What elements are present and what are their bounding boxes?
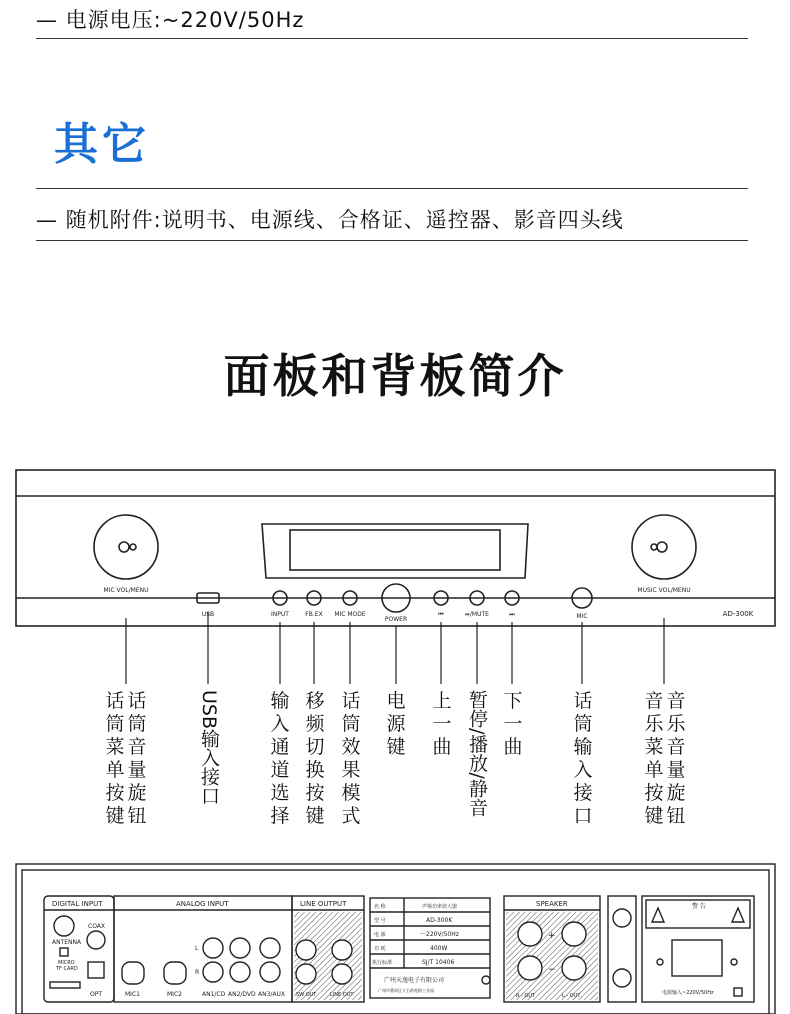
mic1-jack xyxy=(122,962,144,984)
cert-icon xyxy=(613,909,631,927)
speaker-l-plus xyxy=(562,922,586,946)
mic2-label: MIC2 xyxy=(167,991,182,998)
ground-screw xyxy=(482,976,490,984)
tfcard-label: TF CARD xyxy=(56,966,78,972)
speaker-l-minus xyxy=(562,956,586,980)
coax-jack xyxy=(87,931,105,949)
callout-power: 电源键 xyxy=(386,690,406,758)
callout-mic-input: 话筒输入接口 xyxy=(573,690,593,827)
opt-label: OPT xyxy=(90,991,103,998)
callout-usb: USB输入接口 xyxy=(198,690,220,806)
speaker-minus-label: − xyxy=(548,965,556,975)
nameplate-value: 〜220V/50Hz xyxy=(420,931,459,938)
speaker-r-plus xyxy=(518,922,542,946)
analog-l-label: L xyxy=(195,945,199,952)
divider xyxy=(36,38,748,39)
back-panel-diagram xyxy=(0,858,790,1014)
analog-r-label: R xyxy=(195,969,200,976)
double-insulation-icon xyxy=(734,988,742,996)
coax-label: COAX xyxy=(88,923,106,930)
front-panel-diagram xyxy=(0,460,790,690)
warning-title: 警 告 xyxy=(692,903,706,910)
screw xyxy=(731,959,737,965)
line-out-l-jack xyxy=(332,940,352,960)
power-input-label: 电源输入~220V/50Hz xyxy=(662,990,714,996)
nameplate-key: 执行标准 xyxy=(372,960,393,966)
an2-label: AN2/DVD xyxy=(228,991,256,998)
speaker-r-minus xyxy=(518,956,542,980)
line-output-title: LINE OUTPUT xyxy=(300,900,347,908)
callout-input: 输入通道选择 xyxy=(270,690,290,827)
nameplate-key: 电 源 xyxy=(374,932,386,938)
an1-label: AN1/CD xyxy=(202,991,226,998)
knob-dot xyxy=(657,542,667,552)
usb-label: USB xyxy=(201,611,215,618)
micro-label: MICRO xyxy=(58,960,75,966)
knob-dot xyxy=(119,542,129,552)
sw-out-jack-2 xyxy=(296,964,316,984)
warning-triangle xyxy=(652,908,664,922)
callout-music-menu-button: 音乐菜单按键 xyxy=(644,690,664,827)
mic-vol-label: MIC VOL/MENU xyxy=(103,587,149,594)
nameplate-value: SJ/T 10406 xyxy=(422,959,455,966)
digital-input-title: DIGITAL INPUT xyxy=(52,900,103,908)
callout-playmute: 暂停/播放/静音 xyxy=(466,690,488,817)
nameplate-company: 广州天逸电子有限公司 xyxy=(384,977,445,984)
sw-out-jack xyxy=(296,940,316,960)
digital-input-box xyxy=(44,896,114,1002)
speaker-plus-label: + xyxy=(548,931,556,941)
power-spec-line: — 电源电压:~220V/50Hz xyxy=(36,8,305,32)
antenna-label: ANTENNA xyxy=(52,939,82,946)
an2-r-jack xyxy=(230,962,250,982)
speaker-title: SPEAKER xyxy=(536,900,568,908)
l-out-label: L - OUT xyxy=(562,993,581,999)
an3-l-jack xyxy=(260,938,280,958)
cert-icons-box xyxy=(608,896,636,1002)
nameplate-key: 功 耗 xyxy=(374,946,386,952)
sw-out-label: SW OUT xyxy=(296,992,317,998)
music-vol-knob xyxy=(632,515,696,579)
mic2-jack xyxy=(164,962,186,984)
nameplate-address: 广州市番禺区大石荷苑路工业园 xyxy=(378,988,434,993)
music-vol-label: MUSIC VOL/MENU xyxy=(637,587,691,594)
an2-l-jack xyxy=(230,938,250,958)
display-screen xyxy=(290,530,500,570)
nameplate-value: 声频功率放大器 xyxy=(422,904,458,910)
r-out-label: R - OUT xyxy=(516,993,536,999)
divider xyxy=(36,188,748,189)
an1-r-jack xyxy=(203,962,223,982)
model-label: AD-300K xyxy=(722,610,754,618)
input-label: INPUT xyxy=(271,611,289,618)
callout-fbex: 移频切换按键 xyxy=(305,690,325,827)
mic-vol-knob xyxy=(94,515,158,579)
nameplate-value: 400W xyxy=(430,945,448,952)
an3-label: AN3/AUX xyxy=(258,991,286,998)
fbex-label: FB.EX xyxy=(305,611,323,618)
antenna-jack xyxy=(54,916,74,936)
prev-label: ⏮ xyxy=(438,611,444,618)
an1-l-jack xyxy=(203,938,223,958)
mic1-label: MIC1 xyxy=(125,991,140,998)
callout-prev: 上一曲 xyxy=(432,690,452,758)
main-title: 面板和背板简介 xyxy=(223,349,567,403)
callout-next: 下一曲 xyxy=(503,690,523,758)
power-label: POWER xyxy=(384,616,408,623)
next-label: ⏭ xyxy=(509,611,515,618)
tfcard-slot-icon xyxy=(60,948,68,956)
callout-music-volume-knob: 音乐音量旋钮 xyxy=(666,690,686,827)
callout-mic-menu-button: 话筒菜单按键 xyxy=(105,690,125,827)
playmute-label: ⏯/MUTE xyxy=(465,611,489,618)
analog-input-title: ANALOG INPUT xyxy=(176,900,229,908)
micmode-label: MIC MODE xyxy=(334,611,366,618)
line-out-r-jack xyxy=(332,964,352,984)
divider xyxy=(36,240,748,241)
warning-triangle xyxy=(732,908,744,922)
line-out-label: LINE OUT xyxy=(330,992,354,998)
section-title: 其它 xyxy=(54,119,150,170)
knob-dot xyxy=(130,544,136,550)
screw xyxy=(657,959,663,965)
power-socket xyxy=(672,940,722,976)
nameplate-key: 型 号 xyxy=(374,918,386,924)
power-box xyxy=(642,896,754,1002)
an3-r-jack xyxy=(260,962,280,982)
callout-micmode: 话筒效果模式 xyxy=(341,690,361,827)
accessories-spec-line: — 随机附件:说明书、电源线、合格证、遥控器、影音四头线 xyxy=(36,208,624,232)
opt-port xyxy=(88,962,104,978)
callout-mic-volume-knob: 话筒音量旋钮 xyxy=(127,690,147,827)
mic-label: MIC xyxy=(576,613,588,620)
tfcard-slot xyxy=(50,982,80,988)
cert-icon xyxy=(613,969,631,987)
nameplate-value: AD-300K xyxy=(426,917,453,924)
nameplate-key: 名 称 xyxy=(374,904,386,910)
knob-dot xyxy=(651,544,657,550)
